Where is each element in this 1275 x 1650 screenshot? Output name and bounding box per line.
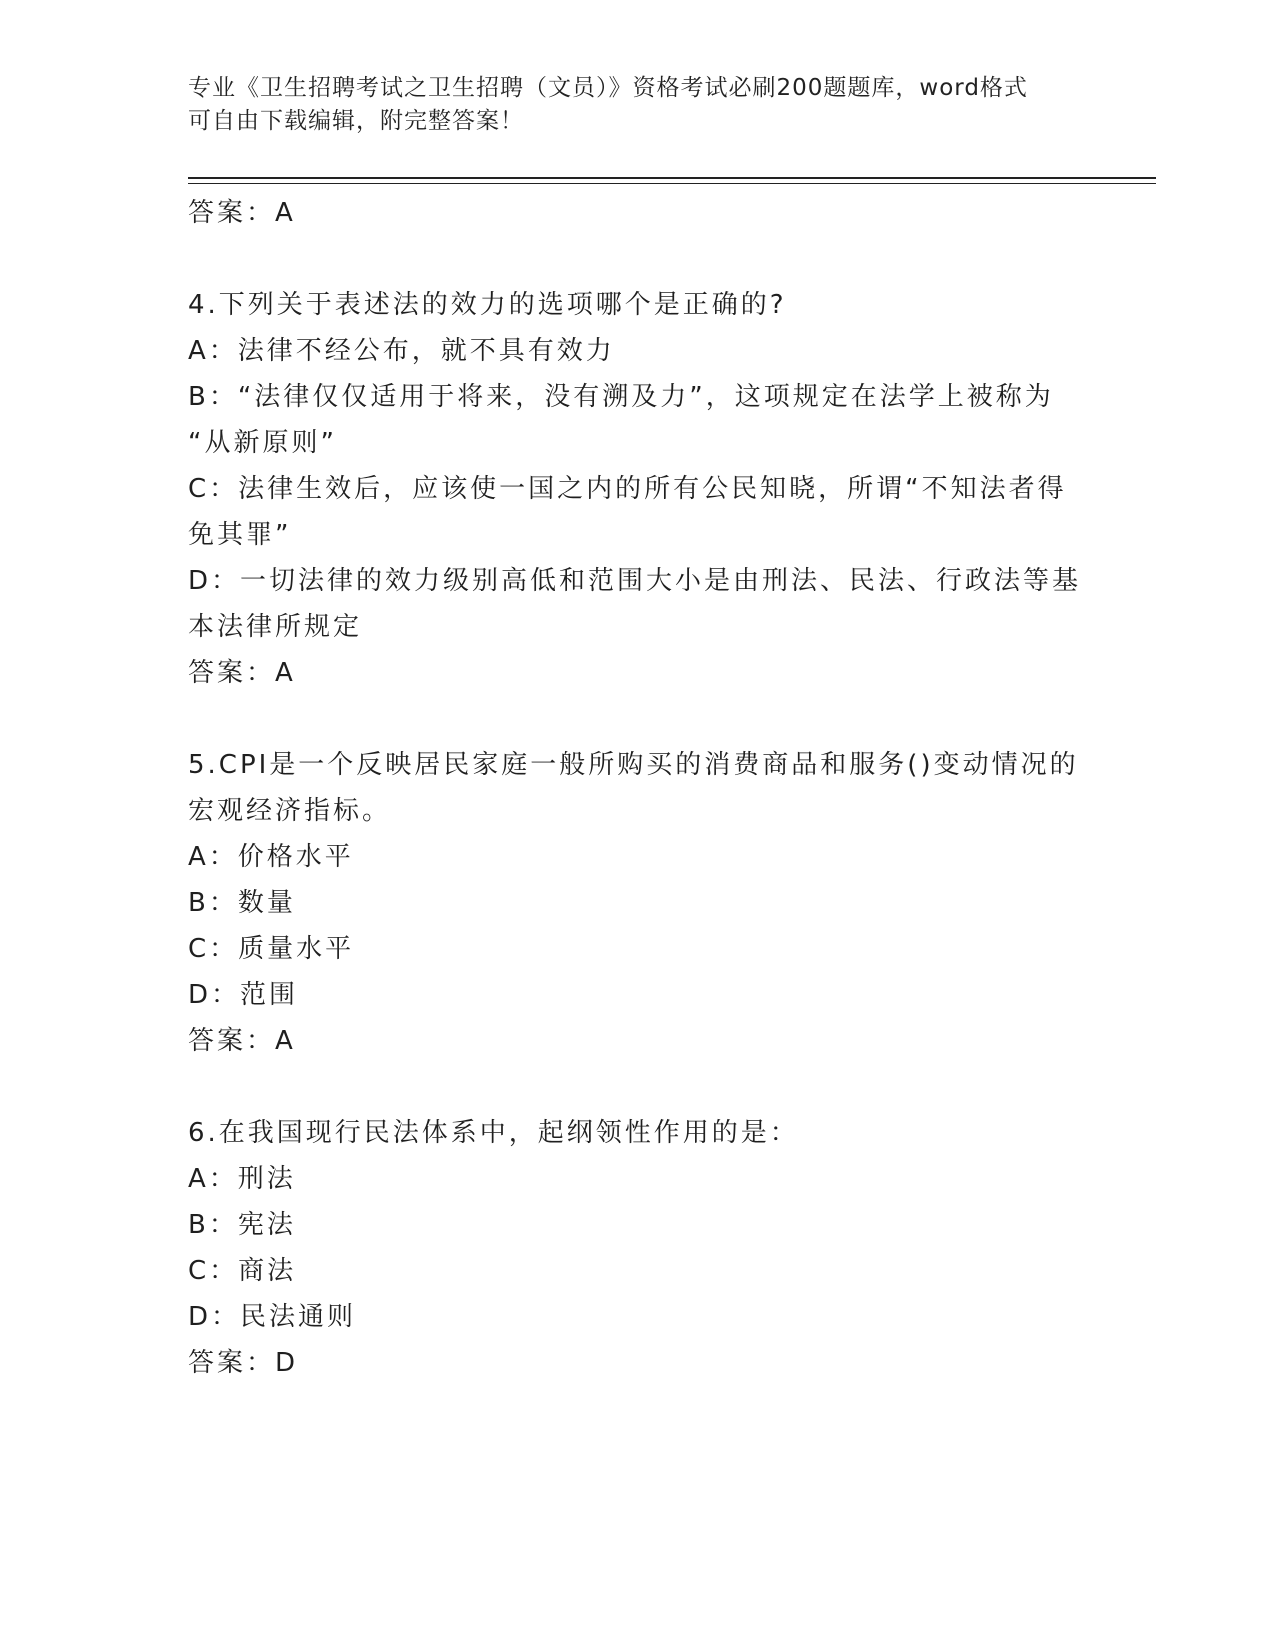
- previous-answer: 答案：A: [188, 198, 296, 228]
- answer: 答案：A: [188, 658, 296, 688]
- header-divider-thick: [188, 177, 1156, 179]
- option-b: B：数量: [188, 888, 296, 918]
- option-a: A：法律不经公布，就不具有效力: [188, 336, 615, 366]
- option-c-line-2: 免其罪”: [188, 520, 292, 550]
- option-c: C：商法: [188, 1256, 297, 1286]
- answer: 答案：A: [188, 1026, 296, 1056]
- question-stem: 6.在我国现行民法体系中，起纲领性作用的是：: [188, 1118, 799, 1148]
- option-d: D：民法通则: [188, 1302, 357, 1332]
- question-stem-line-2: 宏观经济指标。: [188, 796, 392, 826]
- header-title-line-2: 可自由下载编辑，附完整答案！: [188, 108, 524, 134]
- option-a: A：刑法: [188, 1164, 296, 1194]
- header-title-line-1: 专业《卫生招聘考试之卫生招聘（文员）》资格考试必刷200题题库，word格式: [188, 75, 1028, 101]
- question-4: [188, 282, 1088, 696]
- option-d-line-1: D：一切法律的效力级别高低和范围大小是由刑法、民法、行政法等基: [188, 566, 1082, 596]
- question-5: [188, 742, 1088, 1064]
- option-b-line-2: “从新原则”: [188, 428, 337, 458]
- option-c-line-1: C：法律生效后，应该使一国之内的所有公民知晓，所谓“不知法者得: [188, 474, 1067, 504]
- document-header: [188, 72, 1068, 138]
- spacer: [188, 696, 1088, 742]
- spacer: [188, 1064, 1088, 1110]
- answer: 答案：D: [188, 1348, 299, 1378]
- spacer: [188, 236, 1088, 282]
- option-d-line-2: 本法律所规定: [188, 612, 363, 642]
- option-b-line-1: B：“法律仅仅适用于将来，没有溯及力”，这项规定在法学上被称为: [188, 382, 1054, 412]
- question-stem: 4.下列关于表述法的效力的选项哪个是正确的?: [188, 290, 787, 320]
- option-b: B：宪法: [188, 1210, 296, 1240]
- question-content: [188, 190, 1088, 1386]
- option-a: A：价格水平: [188, 842, 354, 872]
- question-6: [188, 1110, 1088, 1386]
- option-d: D：范围: [188, 980, 299, 1010]
- option-c: C：质量水平: [188, 934, 355, 964]
- question-stem-line-1: 5.CPI是一个反映居民家庭一般所购买的消费商品和服务()变动情况的: [188, 750, 1079, 780]
- header-divider-thin: [188, 183, 1156, 184]
